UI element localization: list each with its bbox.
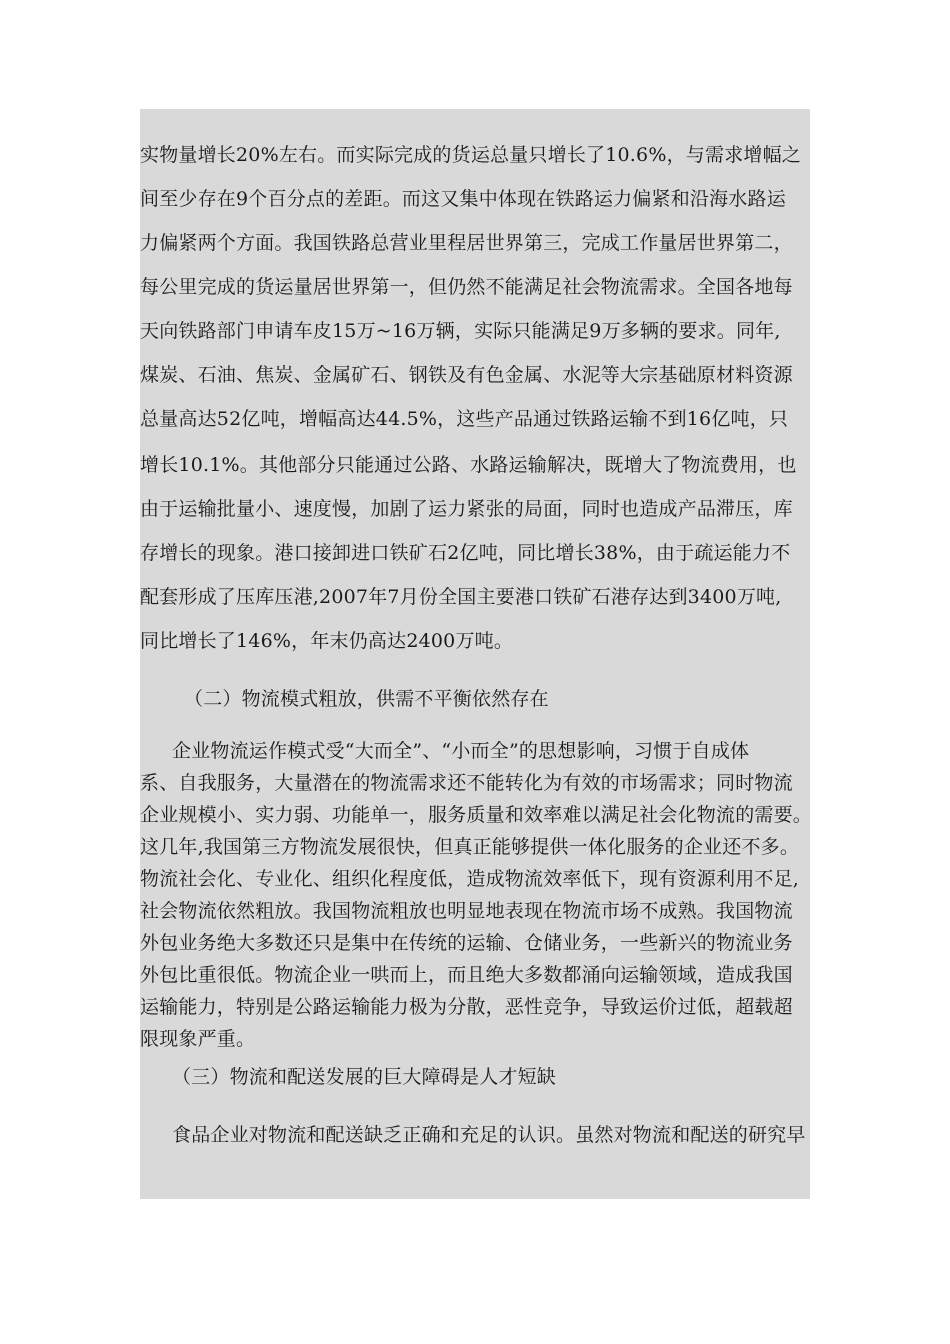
paragraph-line: 外包业务绝大多数还只是集中在传统的运输、仓储业务，一些新兴的物流业务 [140, 932, 793, 954]
paragraph-line: 系、自我服务，大量潜在的物流需求还不能转化为有效的市场需求；同时物流 [140, 772, 793, 794]
paragraph-line: 每公里完成的货运量居世界第一，但仍然不能满足社会物流需求。全国各地每 [140, 276, 793, 298]
paragraph-line: 企业规模小、实力弱、功能单一，服务质量和效率难以满足社会化物流的需要。 [140, 804, 813, 826]
section-heading: （三）物流和配送发展的巨大障碍是人才短缺 [172, 1066, 557, 1088]
paragraph-line: 同比增长了146%，年末仍高达2400万吨。 [140, 630, 514, 652]
paragraph-line: 运输能力，特别是公路运输能力极为分散，恶性竞争，导致运价过低，超载超 [140, 996, 793, 1018]
paragraph-line: 外包比重很低。物流企业一哄而上，而且绝大多数都涌向运输领域，造成我国 [140, 964, 793, 986]
paragraph-line: 企业物流运作模式受“大而全”、“小而全”的思想影响，习惯于自成体 [172, 740, 750, 762]
paragraph-line: 煤炭、石油、焦炭、金属矿石、钢铁及有色金属、水泥等大宗基础原材料资源 [140, 364, 793, 386]
paragraph-line: 存增长的现象。港口接卸进口铁矿石2亿吨，同比增长38%，由于疏运能力不 [140, 542, 791, 564]
paragraph-line: 总量高达52亿吨，增幅高达44.5%，这些产品通过铁路运输不到16亿吨，只 [140, 408, 789, 430]
paragraph-line: 这几年,我国第三方物流发展很快，但真正能够提供一体化服务的企业还不多。 [140, 836, 800, 858]
paragraph-line: 社会物流依然粗放。我国物流粗放也明显地表现在物流市场不成熟。我国物流 [140, 900, 793, 922]
section-heading: （二）物流模式粗放，供需不平衡依然存在 [184, 688, 549, 710]
paragraph-line: 物流社会化、专业化、组织化程度低，造成物流效率低下，现有资源利用不足, [140, 868, 800, 890]
paragraph-line: 间至少存在9个百分点的差距。而这又集中体现在铁路运力偏紧和沿海水路运 [140, 188, 786, 210]
document-page [140, 109, 813, 1199]
paragraph-line: 由于运输批量小、速度慢，加剧了运力紧张的局面，同时也造成产品滞压，库 [140, 498, 793, 520]
paragraph-line: 天向铁路部门申请车皮15万~16万辆，实际只能满足9万多辆的要求。同年, [140, 320, 781, 342]
paragraph-line: 食品企业对物流和配送缺乏正确和充足的认识。虽然对物流和配送的研究早 [172, 1124, 806, 1146]
paragraph-line: 力偏紧两个方面。我国铁路总营业里程居世界第三，完成工作量居世界第二， [140, 232, 793, 254]
paragraph-line: 限现象严重。 [140, 1028, 256, 1050]
paragraph-line: 实物量增长20%左右。而实际完成的货运总量只增长了10.6%，与需求增幅之 [140, 144, 801, 166]
paragraph-line: 增长10.1%。其他部分只能通过公路、水路运输解决，既增大了物流费用，也 [140, 454, 797, 476]
paragraph-line: 配套形成了压库压港,2007年7月份全国主要港口铁矿石港存达到3400万吨, [140, 586, 782, 608]
